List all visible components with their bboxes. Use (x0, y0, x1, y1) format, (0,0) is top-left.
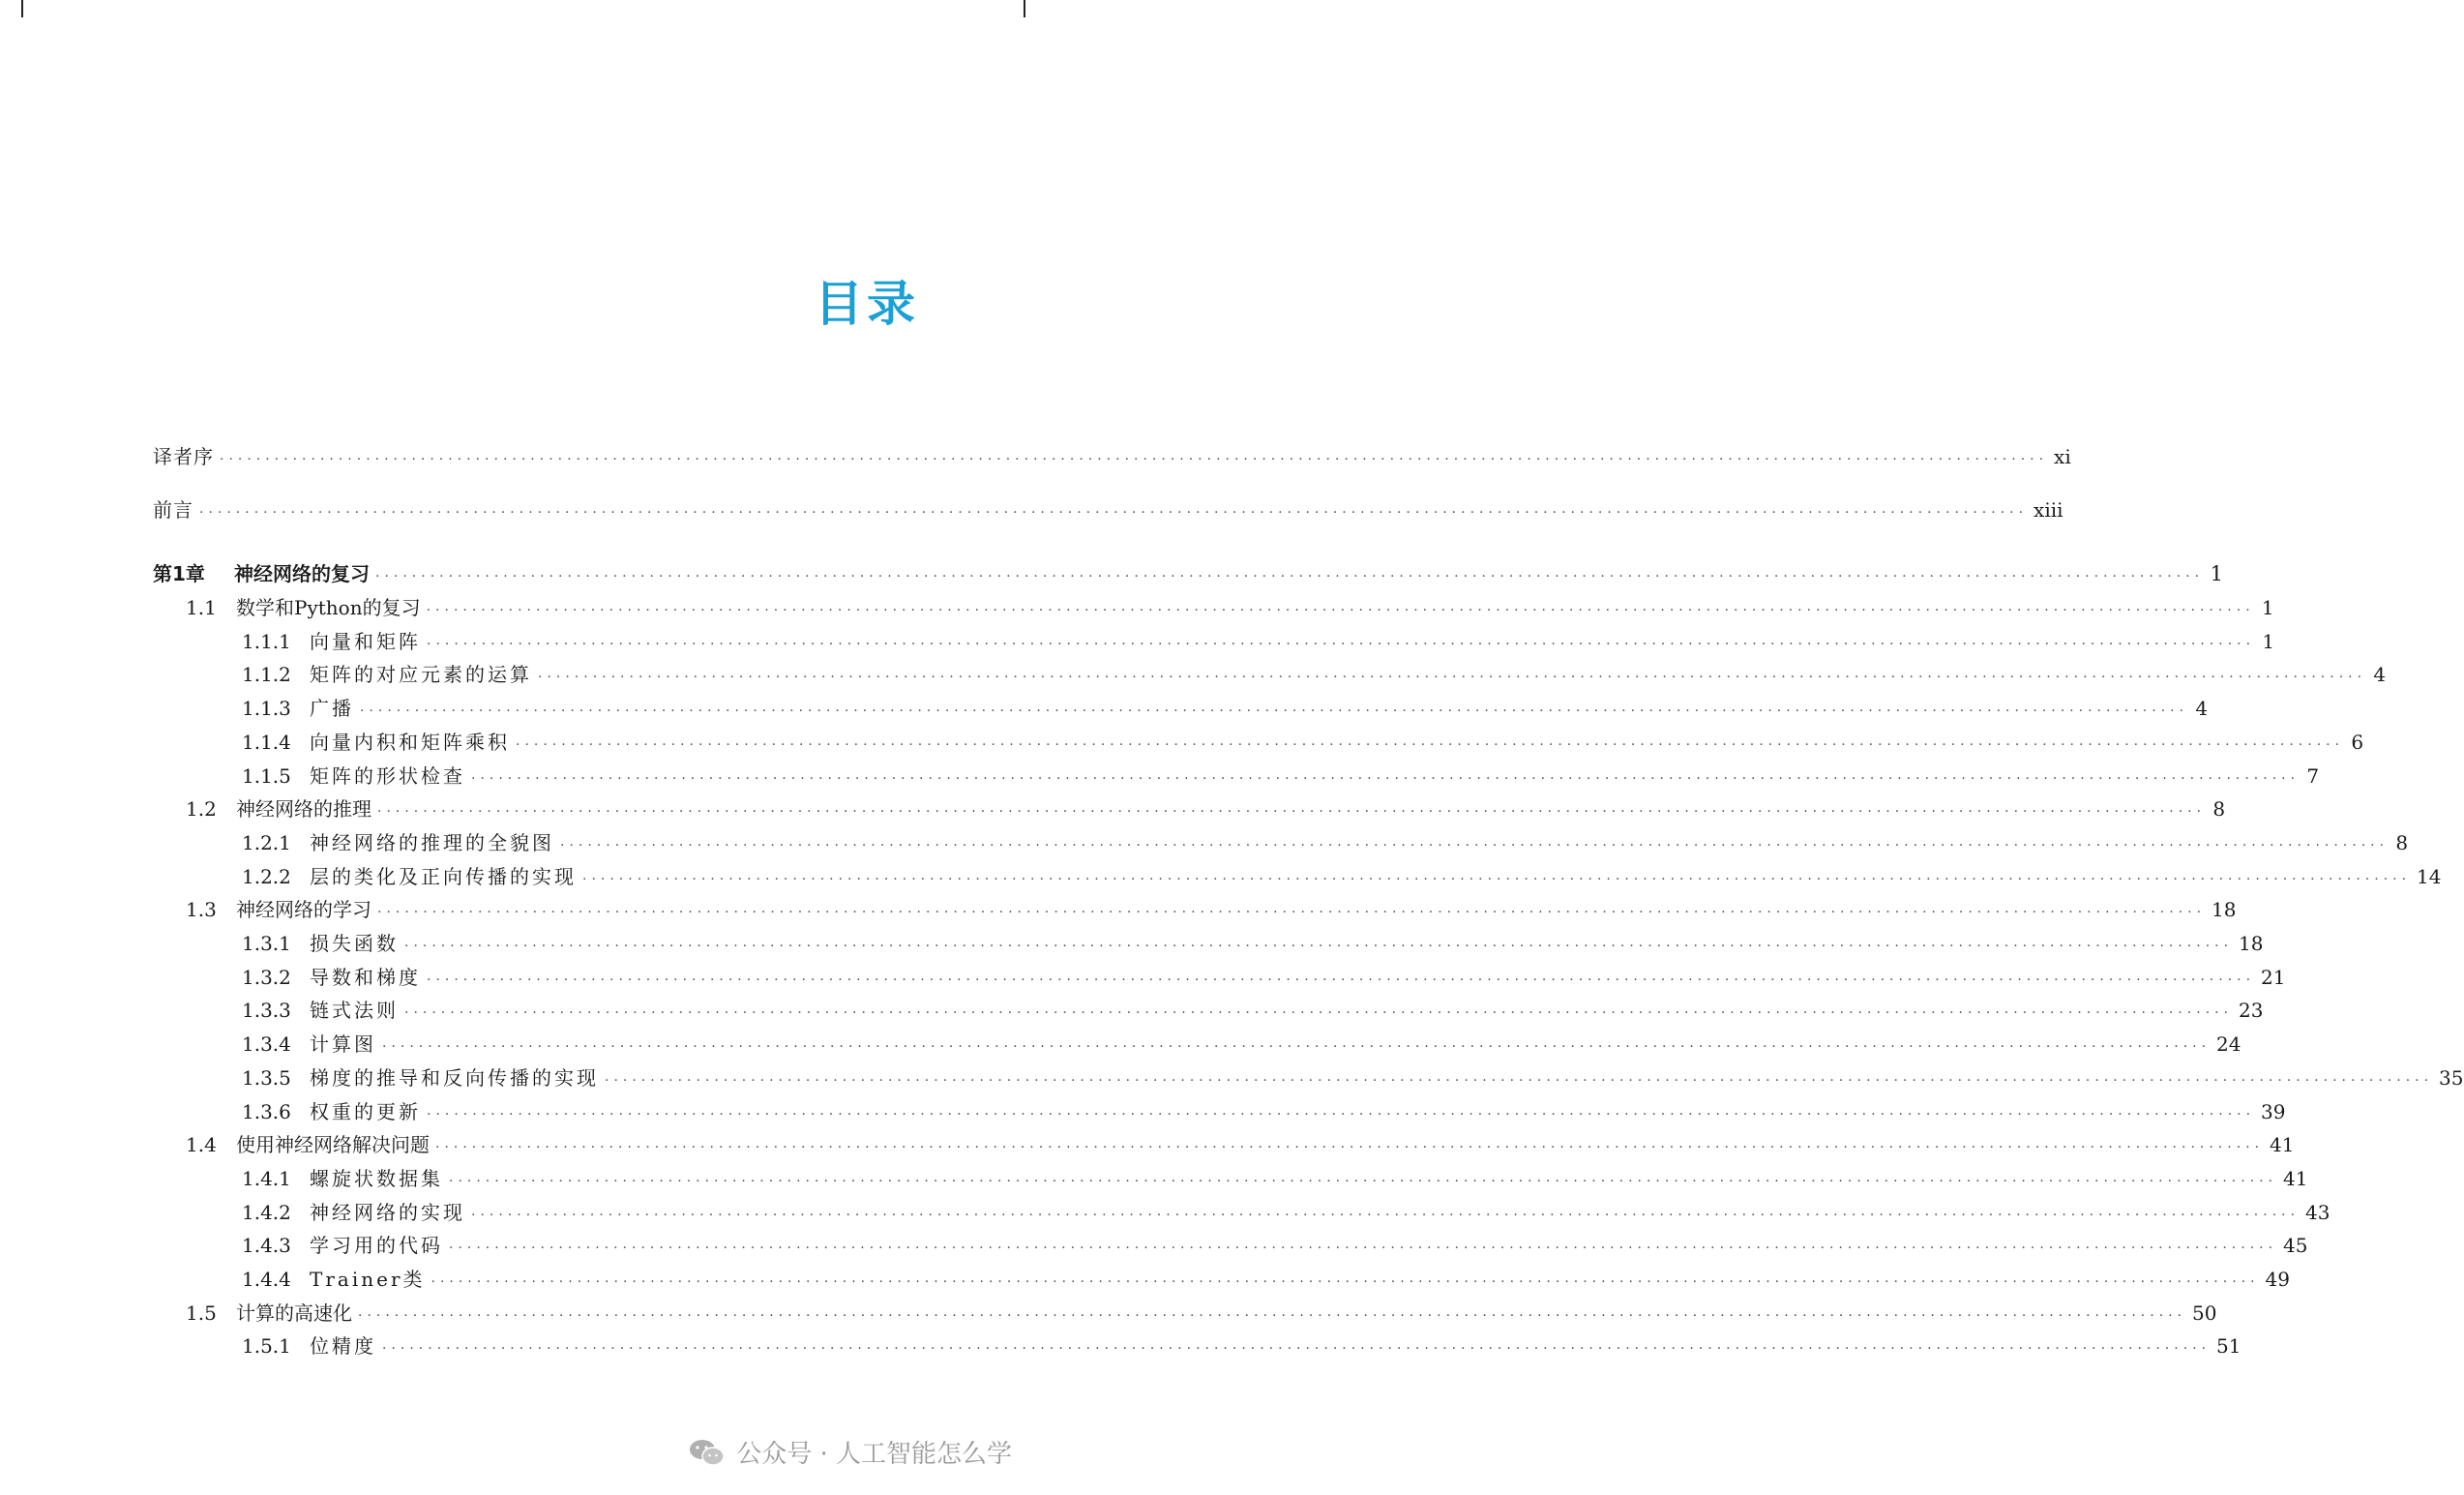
toc-entry-number: 1.4.2 (242, 1200, 291, 1224)
leader-dots: ········································································································································································································ (582, 871, 2412, 887)
leader-dots: ········································································································································································································ (430, 1274, 2260, 1290)
toc-entry-page: 50 (2192, 1301, 2217, 1325)
toc-entry-1-4[interactable] (153, 1128, 2295, 1161)
toc-entry-title: 神经网络的实现 (310, 1200, 465, 1224)
toc-entry-page: 41 (2283, 1166, 2308, 1190)
toc-entry-1-3-3[interactable] (153, 994, 2264, 1027)
toc-entry-number: 1.3.1 (242, 932, 291, 955)
leader-dots: ········································································································································································································ (377, 804, 2207, 821)
toc-entry-number: 1.1.3 (242, 697, 291, 721)
crop-mark-top-right (1024, 0, 1025, 17)
toc-entry-1-1-3[interactable] (153, 692, 2209, 725)
toc-entry-page: 39 (2261, 1099, 2286, 1123)
toc-entry-1-1-4[interactable] (153, 726, 2364, 759)
toc-entry-1-1-1[interactable] (153, 625, 2275, 658)
leader-dots: ········································································································································································································ (427, 972, 2256, 988)
leader-dots: ········································································································································································································ (538, 670, 2367, 686)
toc-entry-number: 1.3 (186, 898, 217, 922)
toc-entry-1-5-1[interactable] (153, 1330, 2241, 1362)
toc-entry-1-2-1[interactable] (153, 826, 2409, 859)
page-title: 目录 (815, 276, 919, 332)
leader-dots: ········································································································································································································ (404, 939, 2234, 954)
toc-entry-page: 51 (2216, 1334, 2241, 1359)
toc-entry-title: 神经网络的推理的全貌图 (310, 830, 554, 854)
leader-dots: ········································································································································································································ (220, 452, 2049, 467)
toc-entry-title: 计算图 (310, 1032, 376, 1057)
toc-entry-number: 1.2 (186, 797, 217, 822)
toc-entry-number: 1.1 (186, 596, 217, 619)
toc-entry-title: 计算的高速化 (236, 1301, 352, 1325)
toc-entry-number: 1.1.2 (242, 663, 291, 687)
toc-entry-1-3-5[interactable] (153, 1061, 2464, 1094)
toc-entry-number: 1.5 (186, 1301, 217, 1325)
toc-entry-page: xi (2054, 445, 2071, 468)
toc-entry-front-1[interactable] (153, 493, 2063, 526)
toc-entry-title: 向量和矩阵 (310, 629, 421, 653)
toc-entry-page: xiii (2034, 498, 2063, 522)
leader-dots: ········································································································································································································ (516, 736, 2345, 753)
leader-dots: ········································································································································································································ (435, 1140, 2265, 1156)
leader-dots: ········································································································································································································ (199, 505, 2029, 521)
toc-entry-title: 广播 (310, 697, 354, 721)
chapter-page: 1 (2210, 562, 2224, 585)
toc-entry-number: 1.2.1 (242, 830, 291, 854)
toc-entry-page: 18 (2212, 898, 2237, 922)
toc-entry-title: 译者序 (153, 445, 214, 468)
leader-dots: ········································································································································································································ (375, 569, 2205, 584)
toc-entry-page: 4 (2195, 697, 2209, 721)
leader-dots: ········································································································································································································ (404, 1005, 2234, 1022)
toc-entry-title: Trainer类 (310, 1268, 426, 1291)
toc-entry-1-1-5[interactable] (153, 760, 2320, 792)
toc-entry-1-3-6[interactable] (153, 1095, 2286, 1128)
toc-entry-number: 1.1.1 (242, 629, 291, 653)
toc-entry-title: 向量内积和矩阵乘积 (310, 730, 510, 754)
toc-entry-1-2[interactable] (153, 792, 2226, 825)
toc-entry-1-4-4[interactable] (153, 1263, 2290, 1296)
toc-entry-1-5[interactable] (153, 1297, 2217, 1330)
toc-entry-number: 1.4.4 (242, 1268, 291, 1291)
wechat-icon (688, 1438, 727, 1467)
toc-chapter-1[interactable] (153, 557, 2224, 590)
toc-entry-page: 35 (2439, 1065, 2464, 1090)
toc-entry-page: 49 (2265, 1268, 2290, 1291)
toc-entry-number: 1.3.2 (242, 965, 291, 989)
toc-entry-page: 8 (2212, 797, 2226, 822)
toc-entry-title: 损失函数 (310, 932, 399, 955)
toc-entry-number: 1.5.1 (242, 1334, 291, 1359)
toc-entry-title: 梯度的推导和反向传播的实现 (310, 1065, 599, 1090)
leader-dots: ········································································································································································································ (449, 1173, 2278, 1189)
toc-entry-page: 14 (2417, 864, 2442, 888)
chapter-number: 第1章 (153, 562, 205, 585)
toc-entry-page: 4 (2373, 663, 2387, 687)
toc-entry-1-4-2[interactable] (153, 1196, 2330, 1229)
toc-entry-title: 神经网络的学习 (236, 898, 371, 922)
leader-dots: ········································································································································································································ (560, 837, 2390, 853)
toc-entry-page: 1 (2262, 629, 2275, 653)
toc-entry-1-4-3[interactable] (153, 1229, 2308, 1262)
toc-entry-number: 1.3.3 (242, 999, 291, 1023)
toc-entry-1-3-2[interactable] (153, 961, 2286, 994)
toc-entry-page: 24 (2216, 1032, 2241, 1057)
toc-entry-page: 7 (2306, 763, 2320, 788)
toc-entry-title: 使用神经网络解决问题 (236, 1133, 430, 1157)
toc-entry-title: 层的类化及正向传播的实现 (310, 864, 577, 888)
toc-entry-number: 1.3.5 (242, 1065, 291, 1090)
toc-entry-title: 位精度 (310, 1334, 376, 1359)
leader-dots: ········································································································································································································ (605, 1072, 2434, 1089)
toc-entry-title: 链式法则 (310, 999, 399, 1023)
toc-entry-number: 1.3.6 (242, 1099, 291, 1123)
toc-entry-page: 18 (2239, 932, 2264, 955)
leader-dots: ········································································································································································································ (449, 1241, 2278, 1257)
watermark-text: 公众号 · 人工智能怎么学 (736, 1440, 1012, 1469)
toc-entry-page: 41 (2270, 1133, 2295, 1157)
toc-entry-1-4-1[interactable] (153, 1162, 2308, 1195)
leader-dots: ········································································································································································································ (427, 636, 2256, 652)
toc-entry-number: 1.4 (186, 1133, 217, 1157)
toc-entry-1-2-2[interactable] (153, 860, 2442, 893)
toc-entry-number: 1.1.5 (242, 763, 291, 788)
leader-dots: ········································································································································································································ (382, 1341, 2212, 1358)
leader-dots: ········································································································································································································ (427, 1106, 2256, 1122)
toc-entry-1-1-2[interactable] (153, 658, 2387, 691)
toc-entry-1-3-4[interactable] (153, 1028, 2241, 1061)
toc-entry-page: 23 (2239, 999, 2264, 1023)
toc-entry-title: 螺旋状数据集 (310, 1166, 443, 1190)
toc-entry-title: 矩阵的形状检查 (310, 763, 465, 788)
toc-entry-title: 矩阵的对应元素的运算 (310, 663, 532, 687)
toc-entry-page: 43 (2305, 1200, 2330, 1224)
leader-dots: ········································································································································································································ (471, 770, 2301, 787)
chapter-title: 神经网络的复习 (234, 562, 370, 585)
toc-entry-number: 1.2.2 (242, 864, 291, 888)
toc-entry-number: 1.3.4 (242, 1032, 291, 1057)
toc-entry-front-0[interactable] (153, 440, 2071, 473)
toc-entry-1-3[interactable] (153, 893, 2237, 926)
toc-entry-1-3-1[interactable] (153, 927, 2264, 960)
leader-dots: ········································································································································································································ (377, 905, 2207, 921)
watermark (688, 1434, 1012, 1470)
toc-entry-page: 21 (2261, 965, 2286, 989)
toc-entry-number: 1.1.4 (242, 730, 291, 754)
leader-dots: ········································································································································································································ (382, 1039, 2212, 1056)
toc-entry-number: 1.4.3 (242, 1234, 291, 1258)
leader-dots: ········································································································································································································ (358, 1307, 2187, 1324)
toc-entry-title: 权重的更新 (310, 1099, 421, 1123)
toc-entry-1-1[interactable] (153, 591, 2274, 624)
toc-entry-number: 1.4.1 (242, 1166, 291, 1190)
crop-mark-top-left (21, 0, 23, 17)
toc-entry-page: 45 (2283, 1234, 2308, 1258)
leader-dots: ········································································································································································································ (360, 703, 2189, 720)
toc-entry-page: 8 (2395, 830, 2409, 854)
toc-entry-page: 1 (2261, 596, 2274, 619)
toc-entry-page: 6 (2351, 730, 2364, 754)
toc-entry-title: 数学和Python的复习 (236, 596, 421, 619)
leader-dots: ········································································································································································································ (426, 603, 2255, 618)
toc-entry-title: 导数和梯度 (310, 965, 421, 989)
toc-entry-title: 学习用的代码 (310, 1234, 443, 1258)
toc-entry-title: 前言 (153, 498, 193, 522)
leader-dots: ········································································································································································································ (471, 1207, 2301, 1223)
toc-entry-title: 神经网络的推理 (236, 797, 371, 822)
